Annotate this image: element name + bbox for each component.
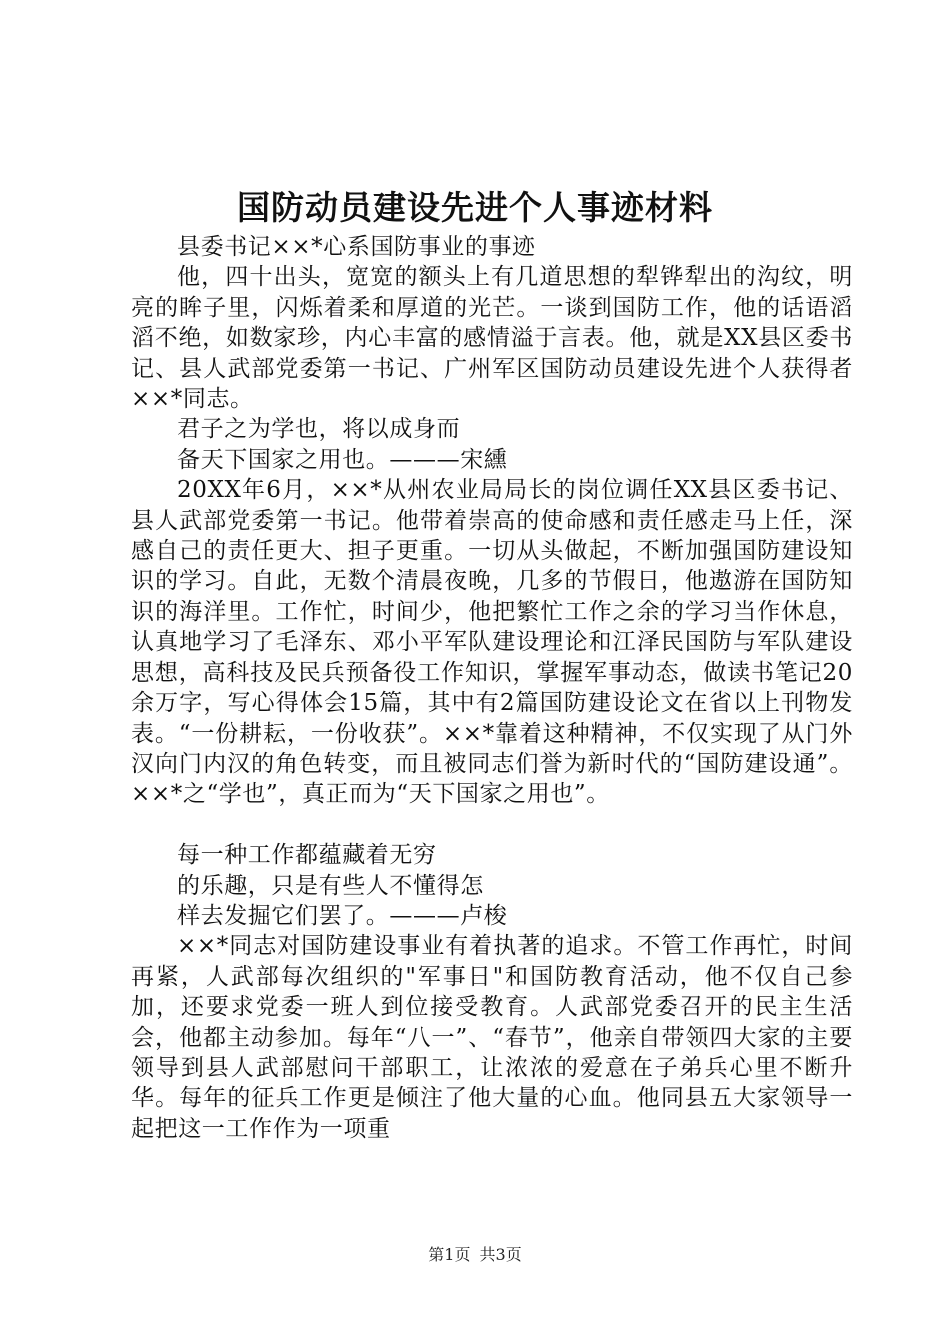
quote-line: 每一种工作都蕴藏着无穷: [177, 842, 437, 869]
subtitle-paragraph: 县委书记××*心系国防事业的事迹: [177, 234, 536, 260]
page-footer: [0, 1244, 950, 1266]
document-body: [131, 232, 853, 1144]
document-title: 国防动员建设先进个人事迹材料: [237, 188, 713, 227]
quote-line: 的乐趣，只是有些人不懂得怎: [177, 872, 484, 899]
quote-line: 备天下国家之用也。———宋纁: [177, 446, 508, 473]
page-number: 第1页: [428, 1245, 471, 1264]
page-total: 共3页: [479, 1245, 522, 1264]
quote-line: 君子之为学也，将以成身而: [177, 416, 461, 443]
body-paragraph: 他，四十出头，宽宽的额头上有几道思想的犁铧犁出的沟纹，明亮的眸子里，闪烁着柔和厚道的光芒。一谈到国防工作，他的话语滔滔不绝，如数家珍，内心丰富的感情溢于言表。他，就是XX县区委书记、县人武部党委第一书记、广州军区国防动员建设先进个人获得者××*同志。: [131, 264, 853, 413]
body-paragraph: 20XX年6月，××*从州农业局局长的岗位调任XX县区委书记、县人武部党委第一书记。他带着崇高的使命感和责任感走马上任，深感自己的责任更大、担子更重。一切从头做起，不断加强国防建设知识的学习。自此，无数个清晨夜晚，几多的节假日，他遨游在国防知识的海洋里。工作忙，时间少，他把繁忙工作之余的学习当作休息，认真地学习了毛泽东、邓小平军队建设理论和江泽民国防与军队建设思想，高科技及民兵预备役工作知识，掌握军事动态，做读书笔记20余万字，写心得体会15篇，其中有2篇国防建设论文在省以上刊物发表。“一份耕耘，一份收获”。××*靠着这种精神，不仅实现了从门外汉向门内汉的角色转变，而且被同志们誉为新时代的“国防建设通”。××*之“学也”，真正而为“天下国家之用也”。: [131, 477, 853, 808]
blank-line: [131, 810, 853, 840]
body-paragraph: ××*同志对国防建设事业有着执著的追求。不管工作再忙，时间再紧，人武部每次组织的"军事日"和国防教育活动，他不仅自己参加，还要求党委一班人到位接受教育。人武部党委召开的民主生活会，他都主动参加。每年“八一”、“春节”，他亲自带领四大家的主要领导到县人武部慰问干部职工，让浓浓的爱意在子弟兵心里不断升华。每年的征兵工作更是倾注了他大量的心血。他同县五大家领导一起把这一工作作为一项重: [131, 933, 853, 1142]
quote-line: 样去发掘它们罢了。———卢梭: [177, 902, 508, 929]
